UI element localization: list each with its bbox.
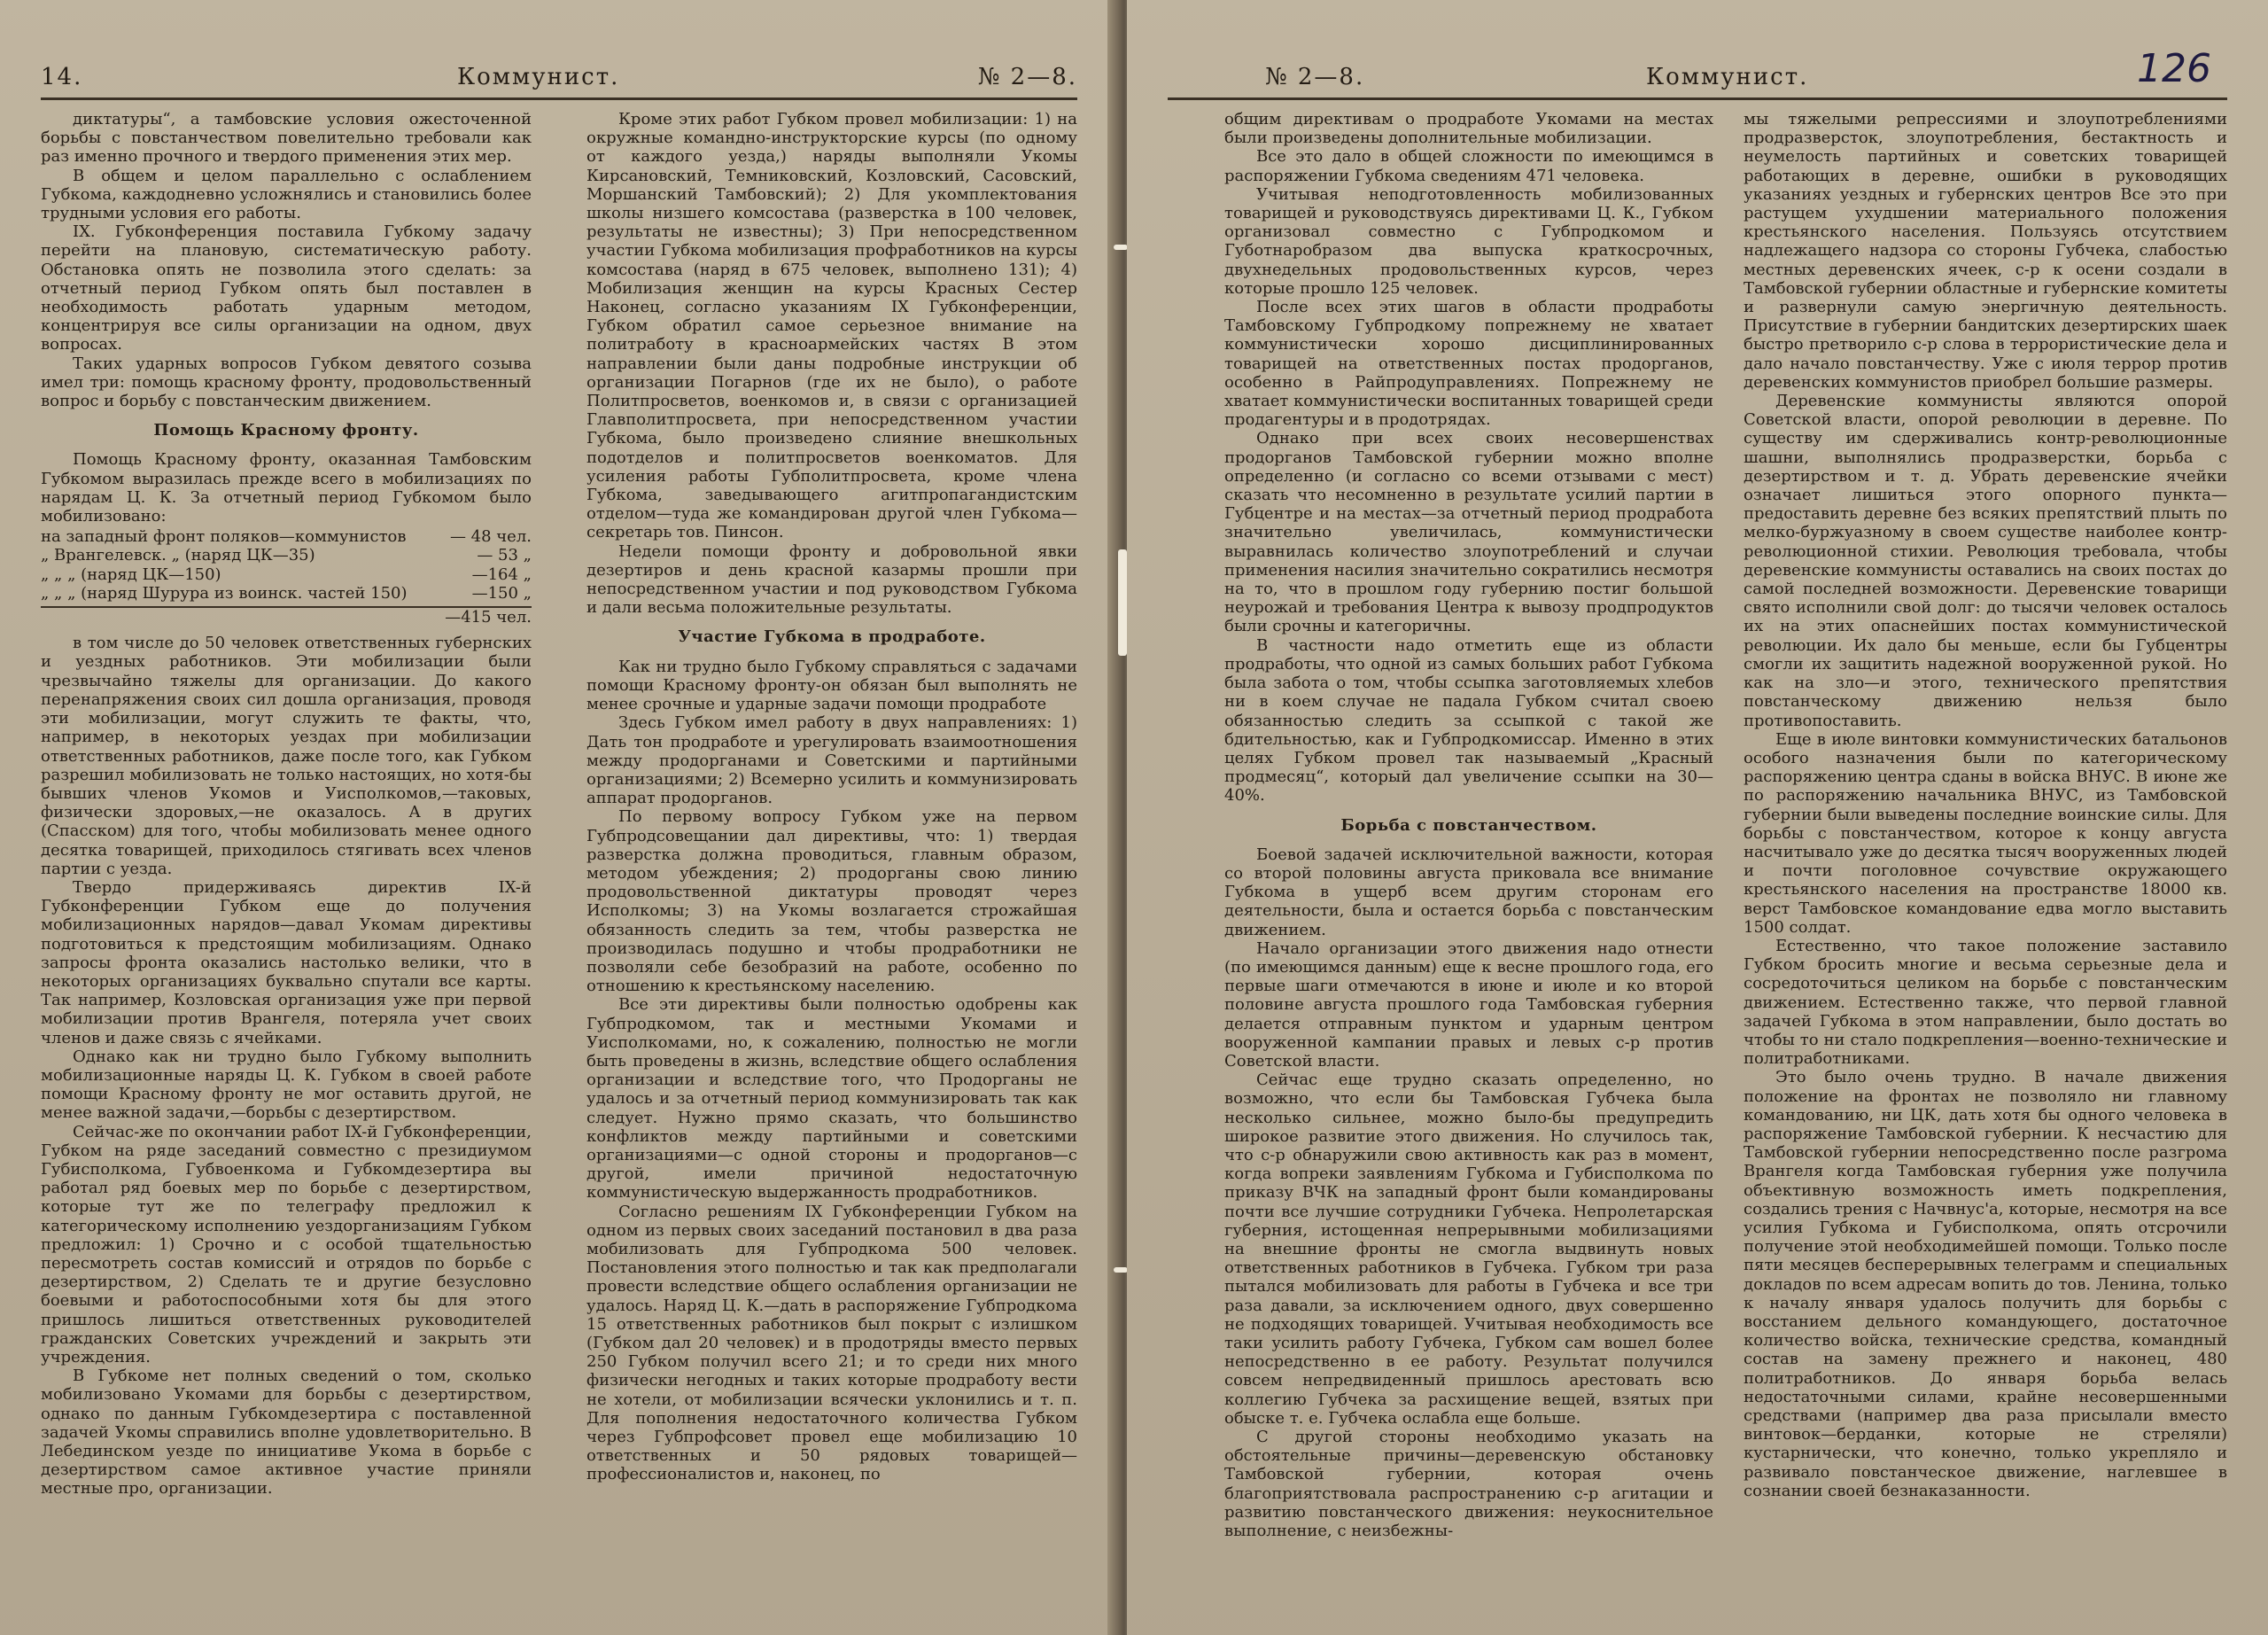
stats-label: „ „ „ (наряд ЦК—150) [41, 564, 221, 584]
paragraph: Это было очень трудно. В начале движения положение на фронтах не позволяло ни главному командованию, ни ЦК, дать хотя бы одного человека в распоряжение Тамбовской губернии. К несчастию для Тамбовской губернии непосредственно после разгрома Врангеля когда Тамбовская губерния уже получила объективную возможность иметь подкрепления, создались трения с Начвнус'а, которые, несмотря на все усилия Губкома и Губисполкома, опять отсрочили получение этой необходимейшей помощи. Только после пяти месяцев бесперерывных телеграмм и специальных докладов по всем адресам вопить до тов. Ленина, только к началу января удалось получить для борьбы с восстанием дельного командующего, достаточное количество войска, технические средства, командный состав на замену прежнего и наконец, 480 политработников. До января борьба велась недостаточными силами, крайне несовершенными средствами (например два раза присылали вместо винтовок—берданки, которые не стреляли) кустарнически, что конечно, только укрепляло и развивало повстанческое движение, наглевшее в сознании своей безнаказанности. [1744, 1068, 2227, 1500]
paragraph: Согласно решениям IX Губконференции Губком на одном из первых своих заседаний постановил в два раза мобилизовать для Губпродкома 500 человек. Постановления этого полностью и так как предполагали провести вследствие общего ослабления организации не удалось. Наряд Ц. К.—дать в распоряжение Губпродкома 15 ответственных работников был покрыт с излишком (Губком дал 20 человек) и в продотряды вместо первых 250 Губком получил всего 21; и то среди них много физически негодных и таких которые продработу вести не хотели, от мобилизации всячески уклонились и т. п. Для пополнения недостаточного количества Губком через Губпрофсовет провел еще мобилизацию 10 ответственных и 50 рядовых товарищей—профессионалистов и, наконец, по [586, 1202, 1077, 1484]
issue-number: № 2—8. [1265, 64, 1365, 90]
stats-row [41, 546, 532, 564]
mobilization-stats [41, 527, 532, 627]
paragraph: Как ни трудно было Губкому справляться с задачами помощи Красному фронту-он обязан был выполнять не менее срочные и ударные задачи помощи продработе [586, 657, 1077, 714]
paragraph: в том числе до 50 человек ответственных губернских и уездных работников. Эти мобилизации были чрезвычайно тяжелы для организации. До какого перенапряжения своих сил дошла организация, проводя эти мобилизации, могут служить те факты, что, например, в некоторых уездах при мобилизации ответственных работников, даже после того, как Губком разрешил мобилизовать не только настоящих, но хотя-бы бывших членов Укомов и Уисполкомов,—таковых, физически здоровых,—не оказалось. А в других (Спасском) для того, чтобы мобилизовать менее одного десятка товарищей, приходилось стягивать всех членов партии с уезда. [41, 634, 532, 878]
stats-row [41, 584, 532, 603]
stats-value: —150 „ [471, 583, 532, 603]
handwritten-page-number: 126 [2137, 46, 2211, 91]
stats-row [41, 565, 532, 584]
right-page [1127, 0, 2268, 1635]
paragraph: Кроме этих работ Губком провел мобилизации: 1) на окружные командно-инструкторские курсы (по одному от каждого уезда,) наряды выполняли Укомы Кирсановский, Темниковский, Козловский, Сасовский, Моршанский Тамбовский); 2) Для укомплектования школы низшего комсостава (разверстка в 100 человек, результаты не известны); 3) При непосредственном участии Губкома мобилизация профработников на курсы комсостава (наряд в 675 человек, выполнено 131); 4) Мобилизация женщин на курсы Красных Сестер Наконец, согласно указаниям IX Губконференции, Губком обратил самое серьезное внимание на политработу в красноармейских частях В этом направлении были даны подробные инструкции об организации Погарнов (где их не было), о работе Политпросветов, военкомов и, в связи с организацией Главполитпросвета, при непосредственном участии Губкома, было произведено слияние внешкольных подотделов и политпросветов военкоматов. Для усиления работы Губполитпросвета, кроме члена Губкома, заведывающего агитпропагандистским отделом—туда же командирован другой член Губкома—секретарь тов. Пинсон. [586, 110, 1077, 542]
paragraph: Учитывая неподготовленность мобилизованных товарищей и руководствуясь директивами Ц. К., Губком организовал совместно с Губпродкомом и Губотнаробразом два выпуска краткосрочных, двухнедельных продовольственных курсов, через которые прошло 125 человек. [1224, 184, 1713, 298]
stats-value: — 48 чел. [449, 527, 532, 547]
stats-label: „ Врангелевск. „ (наряд ЦК—35) [41, 546, 315, 565]
right-page-header [1168, 64, 2227, 99]
left-column-1 [41, 110, 532, 1600]
stats-label: на западный фронт поляков—коммунистов [41, 527, 407, 547]
journal-title: Коммунист. [1646, 64, 1809, 90]
paragraph: Боевой задачей исключительной важности, которая со второй половины августа приковала все внимание Губкома в ущерб всем другим сторонам его деятельности, была и остается борьба с повстанческим движением. [1224, 845, 1713, 939]
stats-label: „ „ „ (наряд Шурура из воинск. частей 150) [41, 583, 408, 603]
stats-value: —164 „ [471, 564, 532, 584]
paragraph: Таких ударных вопросов Губком девятого созыва имел три: помощь красному фронту, продовольственный вопрос и борьбу с повстанческим движением. [41, 354, 532, 411]
paragraph: Еще в июле винтовки коммунистических батальонов особого назначения были по категорическому распоряжению центра сданы в войска ВНУС. В июне же по распоряжению начальника ВНУС, из Тамбовской губернии были выведены последние воинские силы. Для борьбы с повстанчеством, которое к концу августа насчитывало уже до десятка тысяч вооруженных людей и почти поголовное сочувствие окружающего крестьянского населения на пространстве 18000 кв. верст Тамбовское командование едва могло выставить 1500 солдат. [1744, 729, 2227, 937]
paragraph: Деревенские коммунисты являются опорой Советской власти, опорой революции в деревне. По существу им сдерживались контр-революционные шашни, выполнялись продразверстки, борьба с дезертирством и т. д. Убрать деревенские ячейки означает лишиться этого опорного пункта—предоставить деревне без всяких препятствий плыть по мелко-буржуазному в своем существе наиболее контр-революционной стихии. Революция требовала, чтобы деревенские коммунисты оставались на своих постах до самой последней возможности. Деревенские товарищи свято исполнили свой долг: до тысячи человек осталось их на этих опаснейших постах коммунистической революции. Их дало бы меньше, если бы Губцентры смогли их защитить надежной вооруженной рукой. Но как на зло—и этого, технического препятствия повстанческому движению нельзя было противопоставить. [1744, 392, 2227, 730]
journal-title: Коммунист. [457, 64, 620, 90]
paragraph: Все это дало в общей сложности по имеющимся в распоряжении Губкома сведениям 471 человека. [1224, 147, 1713, 185]
issue-number: № 2—8. [977, 64, 1077, 90]
section-heading: Помощь Красному фронту. [153, 421, 419, 440]
paragraph: Помощь Красному фронту, оказанная Тамбовским Губкомом выразилась прежде всего в мобилизациях по нарядам Ц. К. За отчетный период Губкомом было мобилизовано: [41, 450, 532, 526]
page-number: 14. [41, 64, 83, 90]
stats-row [41, 527, 532, 546]
header-rule [41, 97, 1077, 100]
section-heading: Участие Губкома в продработе. [678, 627, 986, 647]
paragraph: Начало организации этого движения надо отнести (по имеющимся данным) еще к весне прошлого года, его первые шаги отмечаются в июне и июле и ко второй половине августа прошлого года Тамбовская губерния делается отправным пунктом и ударным центром вооруженной кампании правых и левых с-р против Советской власти. [1224, 938, 1713, 1071]
left-column-2 [586, 110, 1077, 1600]
paragraph: мы тяжелыми репрессиями и злоупотреблениями продразверсток, злоупотребления, бестактность и неумелость партийных и советских товарищей работающих в деревне, ошибки в руководящих указаниях уездных и губернских центров Все это при растущем ухудшении материального положения крестьянского населения. Пользуясь отсутствием надлежащего надзора со стороны Губчека, слабостью местных деревенских ячеек, с-р к осени создали в Тамбовской губернии областные и губернские комитеты и развернули самую энергичную деятельность. Присутствие в губернии бандитских дезертирских шаек быстро претворило с-р слова в террористические дела и дало начало повстанчеству. Уже с июля террор против деревенских коммунистов приобрел большие размеры. [1744, 110, 2227, 392]
paragraph: Все эти директивы были полностью одобрены как Губпродкомом, так и местными Укомами и Уисполкомами, но, к сожалению, полностью не могли быть проведены в жизнь, вследствие общего ослабления организации и вследствие того, что Продорганы не удалось и за отчетный период коммунизировать так как следует. Нужно прямо сказать, что большинство конфликтов между партийными и советскими организациями—с одной стороны и продорганов—с другой, имели причиной недостаточную коммунистическую выдержанность продработников. [586, 995, 1077, 1203]
paragraph: С другой стороны необходимо указать на обстоятельные причины—деревенскую обстановку Тамбовской губернии, которая очень благоприятствовала распространению с-р агитации и развитию повстанческого движения: неукоснительное выполнение, с неизбежны- [1224, 1428, 1713, 1541]
right-column-2 [1744, 110, 2227, 1600]
stats-value: — 53 „ [477, 546, 532, 565]
paragraph: диктатуры“, а тамбовские условия ожесточенной борьбы с повстанчеством повелительно требовали как раз именно прочного и твердого применения этих мер. [41, 110, 532, 167]
right-column-1 [1224, 110, 1713, 1600]
paragraph: В Губкоме нет полных сведений о том, сколько мобилизовано Укомами для борьбы с дезертирством, однако по данным Губкомдезертира с поставленной задачей Укомы справились вполне удовлетворительно. В Лебединском уезде по инициативе Укома в борьбе с дезертирством самое активное участие приняли местные про, организации. [41, 1366, 532, 1499]
left-page [0, 0, 1118, 1635]
stats-total: —415 чел. [41, 606, 532, 627]
left-page-header [41, 64, 1077, 99]
paragraph: Твердо придерживаясь директив IX-й Губконференции Губком еще до получения мобилизационных нарядов—давал Укомам директивы подготовиться к предстоящим мобилизациям. Однако запросы фронта оказались настолько велики, что в некоторых организациях буквально спутали все карты. Так например, Козловская организация уже при первой мобилизации против Врангеля, потеряла учет своих членов и даже связь с ячейками. [41, 877, 532, 1047]
paragraph: Естественно, что такое положение заставило Губком бросить многие и весьма серьезные дела и сосредоточиться целиком на борьбе с повстанческим движением. Естественно также, что первой главной задачей Губкома в этом направлении, было достать во чтобы то ни стало подкрепления—военно-технические и политработниками. [1744, 936, 2227, 1069]
paragraph: IX. Губконференция поставила Губкому задачу перейти на плановую, систематическую работу. Обстановка опять не позволила этого сделать: за отчетный период Губком опять был поставлен в необходимость работать ударным методом, концентрируя все силы организации на одном, двух вопросах. [41, 222, 532, 354]
paragraph: Сейчас-же по окончании работ IX-й Губконференции, Губком на ряде заседаний совместно с президиумом Губисполкома, Губвоенкома и Губкомдезертира вы работал ряд боевых мер по борьбе с дезертирством, которые тут же по телеграфу предложил к категорическому исполнению уездорганизациям Губком предложил: 1) Срочно и с особой тщательностью пересмотреть состав комиссий и отрядов по борьбе с дезертирством, 2) Сделать те и другие безусловно боевыми и работоспособными хотя бы для этого пришлось лишиться ответственных руководителей гражданских Советских учреждений и закрыть эти учреждения. [41, 1122, 532, 1366]
paragraph: Недели помощи фронту и добровольной явки дезертиров и день красной казармы прошли при непосредственном участии и под руководством Губкома и дали весьма положительные результаты. [586, 541, 1077, 618]
paragraph: В частности надо отметить еще из области продработы, что одной из самых больших работ Губкома была забота о том, чтобы ссыпка заготовляемых хлебов ни в коем случае не падала Губком считал своею обязанностью следить за ссыпкой с такой же бдительностью, как и Губпродкомиссар. Именно в этих целях Губком провел так называемый „Красный продмесяц“, который дал увеличение ссыпки на 30—40%. [1224, 635, 1713, 806]
paragraph: Однако при всех своих несовершенствах продорганов Тамбовской губернии можно вполне определенно (и согласно со всеми отзывами с мест) сказать что несомненно в результате усилий партии в Губцентре и на местах—за отчетный период продработа значительно увеличилась, коммунистически выравнилась количество злоупотреблений и случаи применения насилия значительно сократились несмотря на то, что в прошлом году губернию постиг большой неурожай и требования Центра к вывозу продпродуктов были срочны и категоричны. [1224, 429, 1713, 636]
header-rule [1168, 97, 2227, 100]
paragraph: Здесь Губком имел работу в двух направлениях: 1) Дать тон продработе и урегулировать взаимоотношения между продорганами и Советскими и партийными организациями; 2) Всемерно усилить и коммунизировать аппарат продорганов. [586, 713, 1077, 808]
paragraph: По первому вопросу Губком уже на первом Губпродсовещании дал директивы, что: 1) твердая разверстка должна проводиться, главным образом, методом убеждения; 2) продорганы свою линию продовольственной диктатуры проводят через Исполкомы; 3) на Укомы возлагается строжайшая обязанность следить за тем, чтобы разверстка не производилась подушно и чтобы продработники не позволяли себе безобразий на работе, особенно по отношению к крестьянскому населению. [586, 807, 1077, 996]
binding-thread [1114, 245, 1128, 250]
paragraph: В общем и целом параллельно с ослаблением Губкома, каждодневно усложнялись и становились более трудными условия его работы. [41, 166, 532, 223]
paragraph: общим директивам о продработе Укомами на местах были произведены дополнительные мобилизации. [1224, 110, 1713, 148]
section-heading: Борьба с повстанчеством. [1340, 815, 1597, 835]
binding-thread [1114, 1267, 1128, 1273]
binding-thread [1118, 549, 1127, 656]
paragraph: Сейчас еще трудно сказать определенно, но возможно, что если бы Тамбовская Губчека была несколько сильнее, можно было-бы предупредить широкое развитие этого движения. Но случилось так, что с-р обнаружили свою активность как раз в момент, когда вопреки заявлениям Губкома и Губисполкома по приказу ВЧК на западный фронт были командированы почти все лучшие сотрудники Губчека. Непролетарская губерния, истощенная непрерывными мобилизациями на внешние фронты не смогла выдвинуть новых ответственных работников в Губчека. Губком три раза пытался мобилизовать для работы в Губчека и все три раза давали, за исключением одного, двух совершенно не подходящих товарищей. Учитывая необходимость все таки усилить работу Губчека, Губком сам вошел более непосредственно в ее работу. Результат получился совсем непредвиденный пришлось арестовать всю коллегию Губчека за расхищение вещей, взятых при обыске т. е. Губчека ослабла еще больше. [1224, 1071, 1713, 1428]
paragraph: Однако как ни трудно было Губкому выполнить мобилизационные наряды Ц. К. Губком в своей работе помощи Красному фронту не мог оставить другой, не менее важной задачи,—борьбы с дезертирством. [41, 1047, 532, 1123]
paragraph: После всех этих шагов в области продработы Тамбовскому Губпродкому попрежнему не хватает коммунистически хорошо дисциплинированных товарищей на ответственных постах продорганов, особенно в Райпродуправлениях. Попрежнему не хватает коммунистически воспитанных товарищей среди продагентуры и в продотрядах. [1224, 298, 1713, 430]
